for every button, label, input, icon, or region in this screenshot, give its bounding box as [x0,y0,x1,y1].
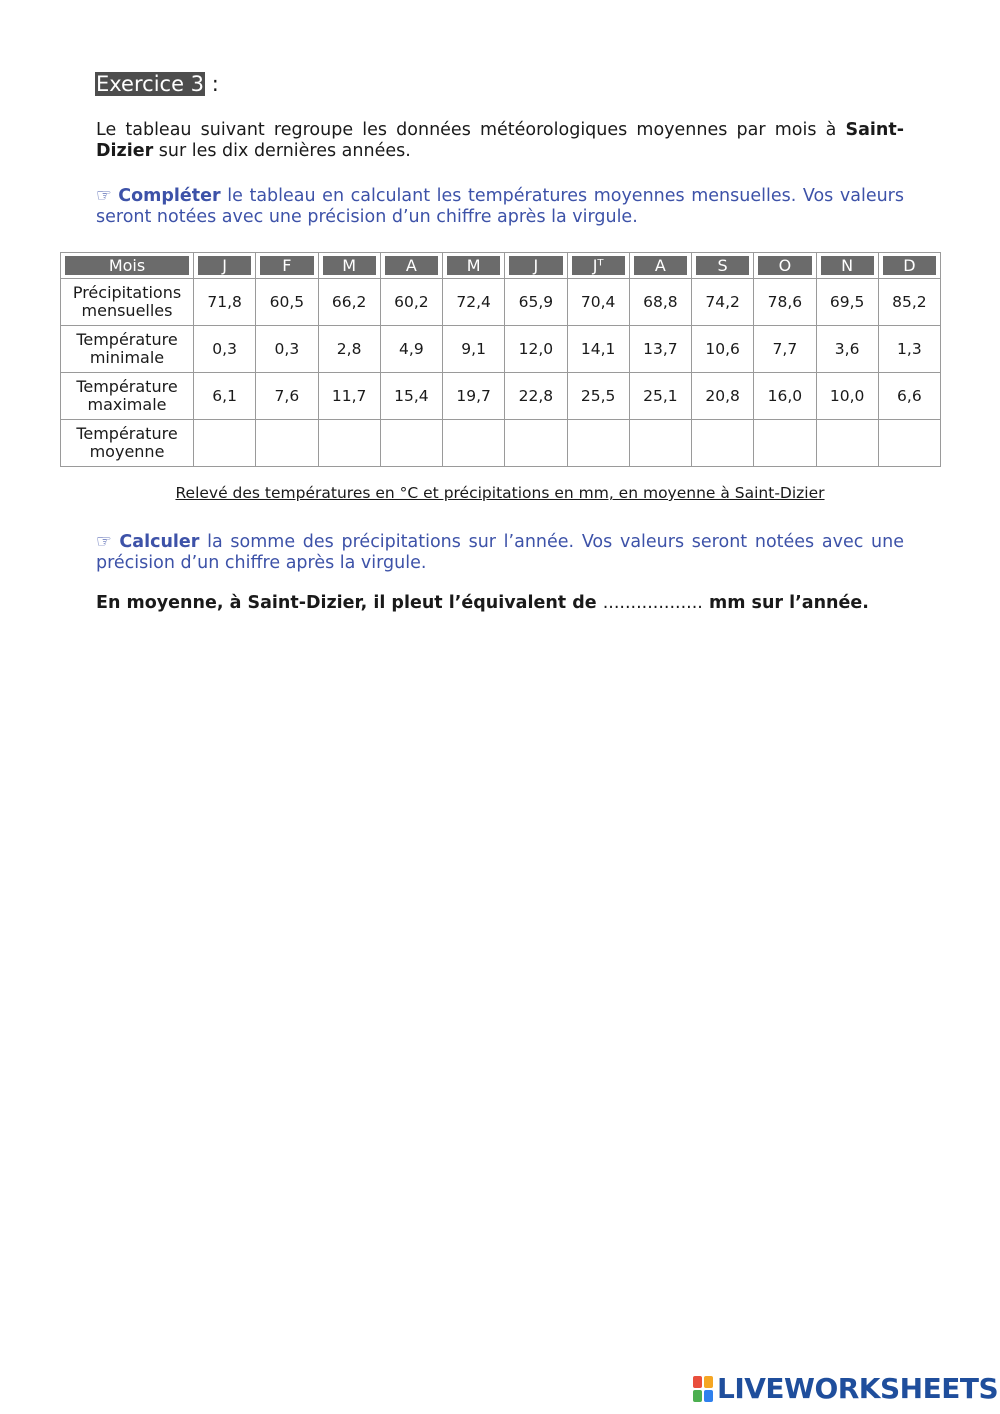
answer-input-cell[interactable] [443,420,505,467]
header-label: Mois [65,256,189,275]
logo-square [704,1376,713,1388]
answer-input-cell[interactable] [816,420,878,467]
pointing-hand-icon: ☞ [96,186,112,206]
table-cell: 71,8 [194,279,256,326]
answer-text-before: En moyenne, à Saint-Dizier, il pleut l’équivalent de [96,593,603,613]
answer-text-after: mm sur l’année. [702,593,869,613]
header-cell-month [318,253,380,279]
header-cell-month [878,253,940,279]
month-label: F [260,256,313,275]
answer-input-cell[interactable] [318,420,380,467]
row-label [61,420,194,467]
logo-mark-icon [693,1376,713,1402]
month-label: Jᵀ [572,256,625,275]
instruction-verb: Calculer [119,532,200,552]
table-cell: 4,9 [380,326,442,373]
table-cell: 12,0 [505,326,567,373]
answer-input-cell[interactable] [878,420,940,467]
answer-input-cell[interactable] [629,420,691,467]
answer-input-cell[interactable] [380,420,442,467]
table-cell: 16,0 [754,373,816,420]
table-cell: 10,0 [816,373,878,420]
month-label: D [883,256,936,275]
exercise-title [95,70,219,98]
month-label: J [198,256,251,275]
row-label-line2: moyenne [89,442,165,461]
answer-input-cell[interactable] [692,420,754,467]
table-cell: 7,6 [256,373,318,420]
table-cell: 3,6 [816,326,878,373]
instruction-text: la somme des précipitations sur l’année. Vos valeurs seront notées avec une précision d’un chiffre après la virgule. [96,532,904,573]
header-cell-month [754,253,816,279]
row-label-line1: Température [76,330,178,349]
header-cell-mois [61,253,194,279]
header-cell-month [692,253,754,279]
answer-input-cell[interactable] [194,420,256,467]
intro-text-before: Le tableau suivant regroupe les données météorologiques moyennes par mois à [96,120,846,140]
exercise-title-label: Exercice 3 [96,72,205,96]
answer-sentence [96,593,869,613]
header-cell-month [505,253,567,279]
table-cell: 60,2 [380,279,442,326]
weather-table [60,252,941,467]
row-label-line2: minimale [89,348,165,367]
row-label-line1: Précipitations [72,283,182,302]
table-cell: 0,3 [256,326,318,373]
table-cell: 78,6 [754,279,816,326]
table-row-temp-moyenne [61,420,941,467]
table-cell: 20,8 [692,373,754,420]
month-label: M [447,256,500,275]
row-label-line2: maximale [87,395,167,414]
table-cell: 6,1 [194,373,256,420]
table-cell: 6,6 [878,373,940,420]
logo-square [693,1376,702,1388]
row-label [61,279,194,326]
table-cell: 70,4 [567,279,629,326]
table-cell: 14,1 [567,326,629,373]
header-cell-month [816,253,878,279]
table-cell: 9,1 [443,326,505,373]
table-cell: 2,8 [318,326,380,373]
header-cell-month [256,253,318,279]
table-header-row [61,253,941,279]
table-row-precipitations [61,279,941,326]
row-label [61,326,194,373]
header-cell-month [443,253,505,279]
table-cell: 11,7 [318,373,380,420]
table-cell: 25,1 [629,373,691,420]
intro-text-after: sur les dix dernières années. [153,141,411,161]
logo-square [704,1390,713,1402]
table-cell: 7,7 [754,326,816,373]
header-cell-month [629,253,691,279]
month-label: S [696,256,749,275]
month-label: J [509,256,562,275]
logo-square [693,1390,702,1402]
header-cell-month [194,253,256,279]
month-label: N [821,256,874,275]
table-cell: 15,4 [380,373,442,420]
table-cell: 66,2 [318,279,380,326]
table-cell: 72,4 [443,279,505,326]
table-cell: 22,8 [505,373,567,420]
header-cell-month [567,253,629,279]
table-cell: 0,3 [194,326,256,373]
table-cell: 19,7 [443,373,505,420]
instruction-text: le tableau en calculant les températures moyennes mensuelles. Vos valeurs seront notées avec une précision d’un chiffre après la virgule. [96,186,904,227]
table-cell: 85,2 [878,279,940,326]
month-label: A [385,256,438,275]
instruction-complete-table [96,186,904,228]
table-cell: 13,7 [629,326,691,373]
logo-text: LIVEWORKSHEETS [717,1372,999,1405]
table-cell: 69,5 [816,279,878,326]
answer-input-cell[interactable] [256,420,318,467]
table-cell: 74,2 [692,279,754,326]
instruction-calculate-sum [96,532,904,574]
table-caption: Relevé des températures en °C et précipitations en mm, en moyenne à Saint-Dizier [175,484,825,502]
answer-blank-field[interactable]: .................. [602,593,703,613]
table-cell: 10,6 [692,326,754,373]
instruction-verb: Compléter [118,186,221,206]
table-cell: 25,5 [567,373,629,420]
row-label-line1: Température [76,377,178,396]
answer-input-cell[interactable] [567,420,629,467]
month-label: M [323,256,376,275]
month-label: A [634,256,687,275]
month-label: O [758,256,811,275]
table-cell: 60,5 [256,279,318,326]
pointing-hand-icon: ☞ [96,532,112,552]
row-label-line1: Température [76,424,178,443]
table-cell: 1,3 [878,326,940,373]
table-row-temp-max [61,373,941,420]
table-row-temp-min [61,326,941,373]
header-cell-month [380,253,442,279]
row-label-line2: mensuelles [81,301,173,320]
table-cell: 68,8 [629,279,691,326]
answer-input-cell[interactable] [754,420,816,467]
intro-paragraph [96,120,904,162]
answer-input-cell[interactable] [505,420,567,467]
exercise-title-suffix: : [205,72,219,96]
table-cell: 65,9 [505,279,567,326]
row-label [61,373,194,420]
liveworksheets-logo [693,1374,998,1404]
intro-city: Saint-Dizier [96,120,904,161]
